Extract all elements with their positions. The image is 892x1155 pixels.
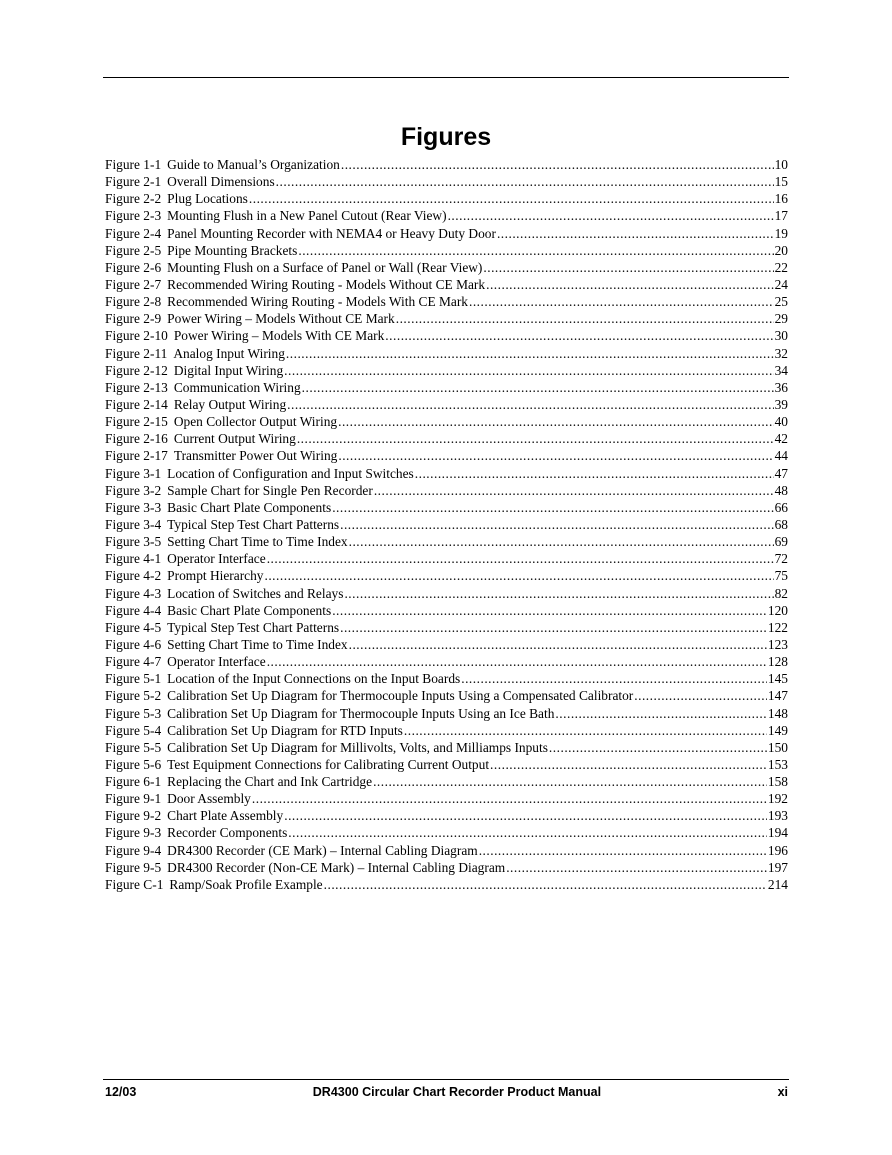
figure-title: Current Output Wiring [173,431,296,447]
figure-entry-label [105,225,496,242]
figure-entry[interactable] [105,876,788,893]
figure-entry[interactable] [105,276,788,293]
figure-title: Operator Interface [167,654,266,670]
dot-leader [252,790,767,807]
figure-title: Transmitter Power Out Wiring [173,448,338,464]
figure-entry-label [105,773,372,790]
figure-title: Power Wiring – Models Without CE Mark [167,311,395,327]
figure-entry-label [105,259,482,276]
figure-number: Figure 3-2 [105,482,162,498]
figure-entry-label [105,876,323,893]
figure-entry-label [105,242,297,259]
figure-number: Figure 9-4 [105,842,162,858]
dot-leader [286,345,774,362]
dot-leader [490,756,767,773]
dot-leader [404,722,767,739]
figure-number: Figure 5-4 [105,722,162,738]
figure-entry[interactable] [105,585,788,602]
dot-leader [298,242,773,259]
figure-entry-label [105,653,266,670]
dot-leader [284,362,773,379]
figure-page-number: 145 [767,671,788,687]
figure-page-number: 72 [774,551,788,567]
dot-leader [374,482,774,499]
figure-title: Operator Interface [167,551,266,567]
figure-entry-label [105,516,339,533]
figure-title: Recommended Wiring Routing - Models With CE Mark [167,294,468,310]
figure-number: Figure 2-6 [105,259,162,275]
figure-title: Sample Chart for Single Pen Recorder [167,482,373,498]
figure-title: Communication Wiring [173,379,301,395]
figure-page-number: 75 [774,568,788,584]
figure-entry-label [105,842,478,859]
page-footer [105,1084,788,1100]
figure-entry-label [105,550,266,567]
figure-page-number: 194 [767,825,788,841]
figure-number: Figure 2-9 [105,311,162,327]
figure-page-number: 39 [774,396,788,412]
figure-page-number: 24 [774,276,788,292]
footer-rule [103,1079,789,1080]
figure-entry[interactable] [105,447,788,464]
figure-number: Figure 2-5 [105,242,162,258]
dot-leader [249,190,774,207]
figure-entry-label [105,173,275,190]
figure-entry[interactable] [105,739,788,756]
figure-title: Prompt Hierarchy [167,568,264,584]
figure-entry-label [105,499,331,516]
figure-number: Figure 4-7 [105,654,162,670]
figure-entry[interactable] [105,242,788,259]
figure-entry-label [105,670,460,687]
figure-entry[interactable] [105,379,788,396]
figure-page-number: 22 [774,259,788,275]
figure-entry-label [105,687,633,704]
dot-leader [396,310,774,327]
figure-entry-label [105,705,554,722]
figure-entry[interactable] [105,687,788,704]
figure-title: Plug Locations [167,191,248,207]
dot-leader [483,259,773,276]
figure-entry[interactable] [105,773,788,790]
dot-leader [349,636,767,653]
figure-number: Figure 2-4 [105,225,162,241]
figure-page-number: 36 [774,379,788,395]
figure-entry[interactable] [105,190,788,207]
figure-page-number: 149 [767,722,788,738]
dot-leader [349,533,774,550]
figure-entry[interactable] [105,756,788,773]
figure-number: Figure 2-17 [105,448,168,464]
figure-number: Figure 2-11 [105,345,168,361]
figure-number: Figure 2-15 [105,414,168,430]
figure-number: Figure 2-3 [105,208,162,224]
figure-entry[interactable] [105,842,788,859]
figure-number: Figure 4-2 [105,568,162,584]
footer-manual-title: DR4300 Circular Chart Recorder Product Manual [312,1085,602,1099]
dot-leader [267,550,774,567]
figure-entry[interactable] [105,225,788,242]
figure-page-number: 128 [767,654,788,670]
figure-entry-label [105,396,286,413]
dot-leader [264,567,773,584]
figure-title: Ramp/Soak Profile Example [169,876,323,892]
figure-title: Relay Output Wiring [173,396,287,412]
figure-entry[interactable] [105,362,788,379]
figure-title: Open Collector Output Wiring [173,414,338,430]
figure-entry[interactable] [105,824,788,841]
figure-page-number: 48 [774,482,788,498]
figure-title: Calibration Set Up Diagram for RTD Inputs [167,722,403,738]
figure-page-number: 158 [767,774,788,790]
dot-leader [448,207,774,224]
figure-title: Digital Input Wiring [173,362,284,378]
figure-page-number: 192 [767,791,788,807]
figure-number: Figure 3-5 [105,534,162,550]
figure-number: Figure 2-2 [105,191,162,207]
figure-entry-label [105,824,287,841]
figure-title: Calibration Set Up Diagram for Thermocouple Inputs Using an Ice Bath [167,705,555,721]
dot-leader [341,156,774,173]
dot-leader [461,670,767,687]
figure-page-number: 196 [767,842,788,858]
figure-entry-label [105,156,340,173]
figure-page-number: 150 [767,739,788,755]
figure-title: Mounting Flush on a Surface of Panel or Wall (Rear View) [167,259,483,275]
figure-entry[interactable] [105,413,788,430]
figure-entry[interactable] [105,550,788,567]
figure-number: Figure 3-1 [105,465,162,481]
figure-page-number: 29 [774,311,788,327]
figure-number: Figure 2-16 [105,431,168,447]
figure-page-number: 40 [774,414,788,430]
figure-page-number: 66 [774,499,788,515]
figure-number: Figure 2-10 [105,328,168,344]
figure-number: Figure 5-2 [105,688,162,704]
dot-leader [555,705,766,722]
figure-title: Mounting Flush in a New Panel Cutout (Rear View) [167,208,447,224]
figure-number: Figure 5-1 [105,671,162,687]
dot-leader [469,293,774,310]
dot-leader [324,876,767,893]
dot-leader [338,447,773,464]
figure-page-number: 214 [767,876,788,892]
figure-entry[interactable] [105,602,788,619]
dot-leader [415,465,774,482]
dot-leader [297,430,774,447]
figure-entry[interactable] [105,636,788,653]
figure-page-number: 15 [774,174,788,190]
figure-title: Door Assembly [167,791,251,807]
figure-entry[interactable] [105,173,788,190]
figure-title: Calibration Set Up Diagram for Millivolts, Volts, and Milliamps Inputs [167,739,548,755]
figure-number: Figure 2-12 [105,362,168,378]
figure-entry-label [105,362,283,379]
footer-page-number: xi [777,1085,788,1099]
figure-number: Figure 1-1 [105,157,162,172]
figure-number: Figure 6-1 [105,774,162,790]
figure-entry-label [105,447,337,464]
dot-leader [479,842,767,859]
figure-title: Basic Chart Plate Components [167,499,332,515]
list-of-figures [105,156,788,893]
dot-leader [338,413,774,430]
figure-page-number: 17 [774,208,788,224]
figure-entry-label [105,430,296,447]
figure-page-number: 47 [774,465,788,481]
dot-leader [340,619,767,636]
figure-number: Figure 5-6 [105,756,162,772]
figure-entry-label [105,413,337,430]
figure-page-number: 123 [767,636,788,652]
figure-number: Figure 2-8 [105,294,162,310]
dot-leader [267,653,767,670]
figure-title: Chart Plate Assembly [167,808,284,824]
figure-page-number: 82 [774,585,788,601]
figure-number: Figure 4-1 [105,551,162,567]
figure-entry-label [105,276,485,293]
figure-title: Overall Dimensions [167,174,275,190]
dot-leader [549,739,767,756]
figure-title: DR4300 Recorder (CE Mark) – Internal Cabling Diagram [167,842,478,858]
figure-page-number: 122 [767,619,788,635]
figure-number: Figure 2-14 [105,396,168,412]
figure-entry-label [105,585,343,602]
figure-entry-label [105,310,395,327]
figure-entry[interactable] [105,722,788,739]
figure-title: Pipe Mounting Brackets [167,242,298,258]
figure-entry[interactable] [105,705,788,722]
figure-page-number: 30 [774,328,788,344]
figure-entry[interactable] [105,653,788,670]
figure-entry[interactable] [105,790,788,807]
figure-title: Recorder Components [167,825,288,841]
page-title: Figures [400,122,492,151]
figure-page-number: 10 [774,157,788,172]
figure-number: Figure 9-1 [105,791,162,807]
figure-title: Panel Mounting Recorder with NEMA4 or Heavy Duty Door [167,225,496,241]
figure-entry-label [105,636,348,653]
header-rule [103,77,789,78]
figure-title: Guide to Manual’s Organization [167,157,340,172]
dot-leader [276,173,774,190]
figure-title: Location of Configuration and Input Switches [167,465,414,481]
figure-entry-label [105,790,251,807]
figure-page-number: 25 [774,294,788,310]
figure-title: Setting Chart Time to Time Index [167,636,348,652]
figure-number: Figure 3-4 [105,516,162,532]
figure-entry[interactable] [105,310,788,327]
figure-entry[interactable] [105,533,788,550]
figure-title: Typical Step Test Chart Patterns [167,516,340,532]
figure-title: Typical Step Test Chart Patterns [167,619,340,635]
figure-entry-label [105,722,403,739]
figure-title: DR4300 Recorder (Non-CE Mark) – Internal Cabling Diagram [167,859,506,875]
figure-entry[interactable] [105,345,788,362]
figure-page-number: 16 [774,191,788,207]
dot-leader [332,602,767,619]
dot-leader [385,327,773,344]
figure-entry-label [105,567,263,584]
figure-number: Figure 2-13 [105,379,168,395]
figure-entry-label [105,859,505,876]
figure-title: Replacing the Chart and Ink Cartridge [167,774,373,790]
figure-entry[interactable] [105,567,788,584]
figure-entry-label [105,327,384,344]
figure-entry-label [105,602,331,619]
figure-entry[interactable] [105,259,788,276]
figure-entry[interactable] [105,516,788,533]
figure-page-number: 197 [767,859,788,875]
figure-page-number: 34 [774,362,788,378]
figure-title: Test Equipment Connections for Calibrating Current Output [167,756,490,772]
figure-number: Figure 3-3 [105,499,162,515]
figure-entry[interactable] [105,619,788,636]
figure-page-number: 32 [774,345,788,361]
figure-entry[interactable] [105,859,788,876]
figure-page-number: 68 [774,516,788,532]
figure-page-number: 69 [774,534,788,550]
figure-title: Recommended Wiring Routing - Models Without CE Mark [167,276,486,292]
figure-number: Figure 5-3 [105,705,162,721]
dot-leader [288,824,767,841]
figure-page-number: 44 [774,448,788,464]
figure-page-number: 193 [767,808,788,824]
figure-page-number: 148 [767,705,788,721]
figure-number: Figure C-1 [105,876,164,892]
dot-leader [506,859,767,876]
figure-entry[interactable] [105,482,788,499]
figure-number: Figure 2-1 [105,174,162,190]
figure-entry-label [105,619,339,636]
figure-entry[interactable] [105,465,788,482]
figure-entry[interactable] [105,670,788,687]
figure-page-number: 120 [767,602,788,618]
dot-leader [340,516,774,533]
footer-date: 12/03 [105,1085,137,1099]
dot-leader [344,585,773,602]
figure-entry-label [105,482,373,499]
figure-entry-label [105,533,348,550]
figure-entry[interactable] [105,156,788,173]
dot-leader [373,773,767,790]
dot-leader [497,225,774,242]
figure-page-number: 147 [767,688,788,704]
figure-page-number: 20 [774,242,788,258]
figure-entry[interactable] [105,807,788,824]
figure-entry-label [105,739,548,756]
figure-entry-label [105,207,447,224]
figure-entry[interactable] [105,396,788,413]
figure-entry-label [105,345,285,362]
figure-entry[interactable] [105,499,788,516]
figure-entry-label [105,465,414,482]
figure-page-number: 153 [767,756,788,772]
figure-title: Location of Switches and Relays [167,585,344,601]
figure-entry-label [105,293,468,310]
figure-title: Location of the Input Connections on the Input Boards [167,671,461,687]
dot-leader [332,499,773,516]
dot-leader [302,379,774,396]
figure-number: Figure 9-2 [105,808,162,824]
figure-entry[interactable] [105,207,788,224]
dot-leader [287,396,773,413]
figure-number: Figure 9-5 [105,859,162,875]
figure-title: Basic Chart Plate Components [167,602,332,618]
figure-title: Analog Input Wiring [173,345,285,361]
figure-page-number: 19 [774,225,788,241]
figure-entry-label [105,379,301,396]
figure-entry-label [105,190,248,207]
figure-number: Figure 9-3 [105,825,162,841]
dot-leader [284,807,767,824]
figure-entry-label [105,756,489,773]
figure-entry-label [105,807,283,824]
figure-title: Calibration Set Up Diagram for Thermocouple Inputs Using a Compensated Calibrator [167,688,634,704]
figure-page-number: 42 [774,431,788,447]
figure-entry[interactable] [105,293,788,310]
dot-leader [486,276,774,293]
dot-leader [634,687,767,704]
figure-number: Figure 4-5 [105,619,162,635]
figure-title: Power Wiring – Models With CE Mark [173,328,385,344]
figure-entry[interactable] [105,430,788,447]
figure-number: Figure 4-3 [105,585,162,601]
figure-title: Setting Chart Time to Time Index [167,534,348,550]
figure-number: Figure 5-5 [105,739,162,755]
figure-number: Figure 4-6 [105,636,162,652]
figure-number: Figure 2-7 [105,276,162,292]
figure-entry[interactable] [105,327,788,344]
figure-number: Figure 4-4 [105,602,162,618]
